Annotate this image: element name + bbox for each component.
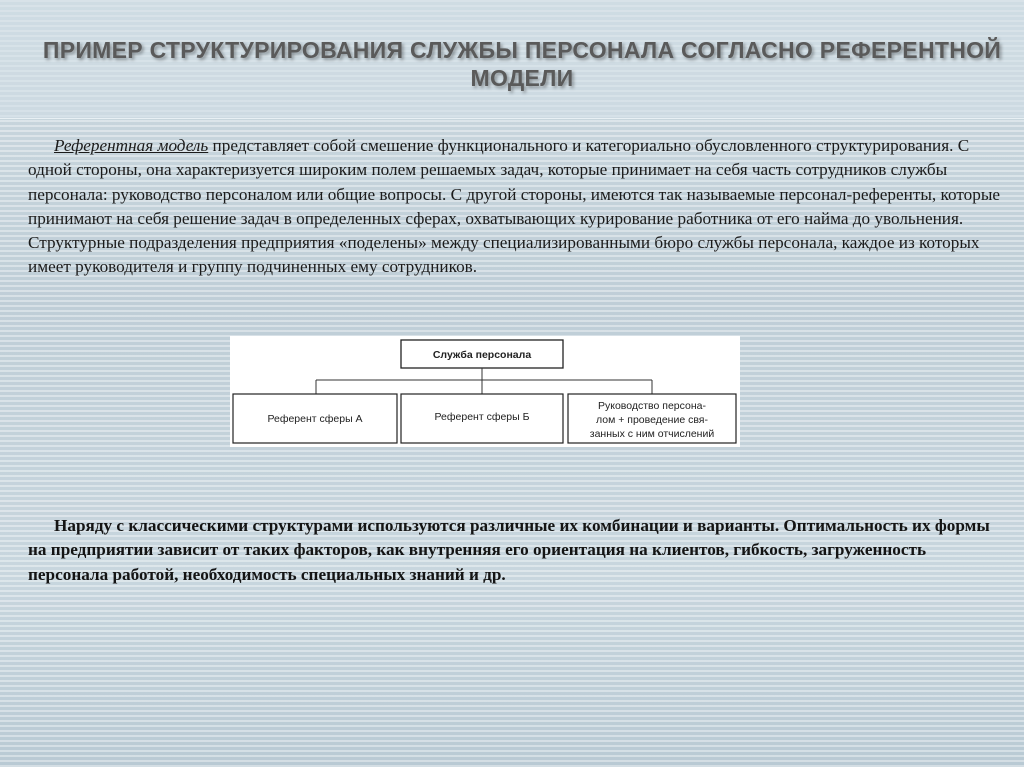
intro-lead-term: Референтная модель [54, 136, 209, 155]
org-diagram-svg [230, 336, 740, 447]
slide-title-line-1: ПРИМЕР СТРУКТУРИРОВАНИЯ СЛУЖБЫ ПЕРСОНАЛА СОГЛАСНО РЕФЕРЕНТНОЙ [42, 37, 1002, 63]
root-node-label: Служба персонала [432, 349, 532, 361]
child-node-label-1: Референт сферы А [267, 413, 363, 425]
slide-title-line-2: МОДЕЛИ [470, 65, 574, 91]
child-node-label-3-line-2: лом + проведение свя- [596, 414, 708, 426]
intro-paragraph [28, 134, 1003, 280]
conclusion-text: Наряду с классическими структурами используются различные их комбинации и варианты. Оптимальность их формы на предприятии зависит от таких факторов, как внутренняя его ориентация на клиентов, гибкость, загруженность персонала работой, необходимость специальных знаний и др. [28, 516, 990, 584]
child-node-label-3-line-1: Руководство персона- [598, 400, 706, 412]
child-node-label-2: Референт сферы Б [434, 411, 530, 423]
child-node-label-3-line-3: занных с ним отчислений [589, 428, 715, 440]
org-diagram [230, 336, 740, 447]
conclusion-paragraph [28, 514, 1003, 587]
intro-text: представляет собой смешение функционального и категориально обусловленного структурирования. С одной стороны, она характеризуется широким полем решаемых задач, которые принимает на себя часть сотрудников службы персонала: руководство персоналом или общие вопросы. С другой стороны, имеются так называемые персонал-референты, которые принимают на себя решение задач в определенных сферах, охватывающих курирование работника от его найма до увольнения. Структурные подразделения предприятия «поделены» между специализированными бюро службы персонала, каждое из которых имеет руководителя и группу подчиненных ему сотрудников. [28, 136, 1000, 277]
slide-title [40, 36, 1004, 92]
